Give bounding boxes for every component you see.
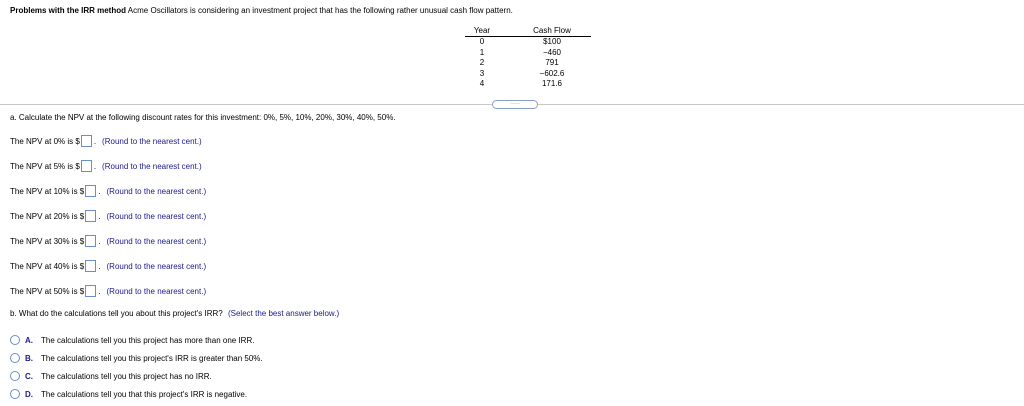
option-a[interactable]: [10, 335, 254, 345]
more-button[interactable]: ·····: [492, 100, 538, 109]
npv-label: The NPV at 20% is $: [10, 211, 85, 221]
option-letter: D.: [25, 389, 33, 399]
period: .: [98, 236, 101, 246]
round-hint: (Round to the nearest cent.): [106, 261, 207, 271]
npv-row-10: [10, 185, 206, 197]
table-row: [465, 79, 591, 90]
option-text: The calculations tell you this project's IRR is greater than 50%.: [41, 353, 263, 363]
option-d[interactable]: [10, 389, 247, 399]
option-b[interactable]: [10, 353, 263, 363]
cash-cell: −602.6: [539, 68, 565, 78]
npv-row-0: [10, 135, 202, 147]
npv-row-30: [10, 235, 206, 247]
option-letter: A.: [25, 335, 33, 345]
cash-flow-header: Cash Flow: [499, 26, 591, 37]
npv-label: The NPV at 50% is $: [10, 286, 85, 296]
option-c[interactable]: [10, 371, 212, 381]
year-cell: 4: [479, 79, 485, 88]
cash-cell: $100: [543, 37, 561, 46]
table-row: [465, 69, 591, 80]
npv-input-5[interactable]: [81, 160, 92, 172]
npv-row-40: [10, 260, 206, 272]
round-hint: (Round to the nearest cent.): [106, 186, 207, 196]
part-a-question: a. Calculate the NPV at the following discount rates for this investment: 0%, 5%, 10%, 20%, 30%, 40%, 50%.: [10, 113, 396, 122]
npv-row-20: [10, 210, 206, 222]
npv-row-50: [10, 285, 206, 297]
option-text: The calculations tell you that this project's IRR is negative.: [41, 389, 248, 399]
round-hint: (Round to the nearest cent.): [106, 286, 207, 296]
radio-icon[interactable]: [10, 371, 20, 381]
npv-input-20[interactable]: [85, 210, 96, 222]
npv-input-50[interactable]: [85, 285, 96, 297]
npv-label: The NPV at 40% is $: [10, 261, 85, 271]
radio-icon[interactable]: [10, 389, 20, 399]
round-hint: (Round to the nearest cent.): [106, 236, 207, 246]
npv-input-0[interactable]: [81, 135, 92, 147]
part-b-question-line: [10, 309, 339, 318]
cash-cell: −460: [542, 47, 562, 57]
radio-icon[interactable]: [10, 335, 20, 345]
cash-flow-table: [465, 26, 591, 90]
npv-input-40[interactable]: [85, 260, 96, 272]
cash-cell: 791: [545, 58, 559, 67]
table-row: [465, 48, 591, 59]
part-b-question: b. What do the calculations tell you about this project's IRR?: [10, 309, 223, 318]
option-letter: C.: [25, 371, 33, 381]
year-cell: 0: [479, 37, 485, 46]
year-cell: 1: [479, 47, 485, 57]
period: .: [98, 286, 101, 296]
npv-label: The NPV at 0% is $: [10, 136, 80, 146]
npv-input-10[interactable]: [85, 185, 96, 197]
radio-icon[interactable]: [10, 353, 20, 363]
problem-description: Acme Oscillators is considering an investment project that has the following rather unusual cash flow pattern.: [127, 6, 513, 15]
npv-label: The NPV at 10% is $: [10, 186, 85, 196]
period: .: [98, 261, 101, 271]
round-hint: (Round to the nearest cent.): [102, 136, 202, 146]
round-hint: (Round to the nearest cent.): [102, 161, 202, 171]
cash-cell: 171.6: [541, 79, 563, 88]
problem-title: Problems with the IRR method: [10, 6, 127, 15]
option-text: The calculations tell you this project has more than one IRR.: [41, 335, 255, 345]
round-hint: (Round to the nearest cent.): [106, 211, 207, 221]
option-letter: B.: [25, 353, 33, 363]
period: .: [93, 161, 97, 171]
npv-label: The NPV at 5% is $: [10, 161, 80, 171]
npv-row-5: [10, 160, 202, 172]
year-cell: 3: [479, 68, 485, 78]
year-cell: 2: [479, 58, 485, 67]
period: .: [93, 136, 97, 146]
period: .: [98, 211, 101, 221]
table-row: [465, 37, 591, 48]
npv-input-30[interactable]: [85, 235, 96, 247]
select-hint: (Select the best answer below.): [227, 309, 340, 318]
option-text: The calculations tell you this project has no IRR.: [41, 371, 212, 381]
table-row: [465, 58, 591, 69]
problem-header: [10, 6, 513, 15]
npv-label: The NPV at 30% is $: [10, 236, 85, 246]
year-header: Year: [465, 26, 499, 37]
period: .: [98, 186, 101, 196]
